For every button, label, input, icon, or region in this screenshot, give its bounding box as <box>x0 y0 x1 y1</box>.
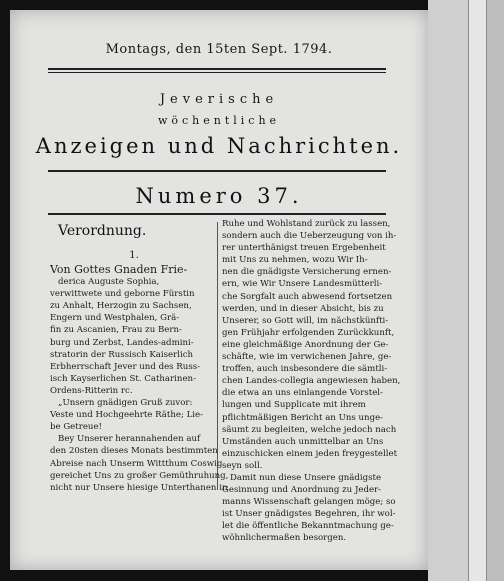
text-line: troffen, auch insbesondere die sämtli- <box>222 364 388 375</box>
section-number: 1. <box>129 250 139 261</box>
text-line: Umständen auch unmittelbar an Uns <box>222 436 384 447</box>
text-line: die etwa an uns einlangende Vorstel- <box>222 388 383 399</box>
rule-thick <box>48 170 386 172</box>
text-line: let die öffentliche Bekanntmachung ge- <box>222 521 394 532</box>
text-line: lungen und Supplicate mit ihrem <box>222 400 366 411</box>
text-line: Gesinnung und Anordnung zu Jeder- <box>222 485 382 496</box>
text-line: sondern auch die Ueberzeugung von ih- <box>222 231 397 242</box>
text-line: rer unterthänigst treuen Ergebenheit <box>222 243 386 254</box>
text-line: Engern und Westphalen, Grä- <box>50 313 180 324</box>
text-line: säumt zu begleiten, welche jedoch nach <box>222 424 397 435</box>
text-line: werden, und in dieser Absicht, bis zu <box>222 303 384 314</box>
text-line: eine gleichmäßige Anordnung der Ge- <box>222 339 389 350</box>
text-line: den 20sten dieses Monats bestimmten <box>50 446 218 457</box>
text-line: Veste und Hochgeehrte Räthe; Lie- <box>50 410 204 421</box>
rule-thick <box>48 68 386 70</box>
rule-thick <box>48 213 386 215</box>
text-line: mit Uns zu nehmen, wozu Wir Ih- <box>222 255 368 266</box>
text-line: chen Landes-collegia angewiesen haben, <box>222 376 401 387</box>
text-line: Ordens-Ritterin rc. <box>50 385 133 396</box>
text-line: derica Auguste Sophia, <box>58 277 160 288</box>
text-line: Abreise nach Unserm Wittthum Coswig <box>50 458 223 469</box>
text-line: „Unsern gnädigen Gruß zuvor: <box>58 398 193 409</box>
issue-number: Numero 37. <box>135 184 303 208</box>
text-line: Damit nun diese Unsere gnädigste <box>230 472 382 483</box>
text-line: nen die gnädigste Versicherung ernen- <box>222 267 392 278</box>
text-line: zu Anhalt, Herzogin zu Sachsen, <box>50 301 192 312</box>
text-line: Von Gottes Gnaden Frie- <box>50 263 188 276</box>
text-line: be Getreue! <box>50 422 102 433</box>
text-line: Ruhe und Wohlstand zurück zu lassen, <box>222 219 391 229</box>
text-line: wöhnlichermaßen besorgen. <box>222 533 347 544</box>
right-column <box>222 218 412 545</box>
text-line: ern, wie Wir Unsere Landesmütterli- <box>222 279 383 290</box>
text-line: gereichet Uns zu großer Gemüthruhung, <box>50 470 229 481</box>
text-line: seyn soll. <box>222 460 263 471</box>
text-line: schäfte, wie im verwichenen Jahre, ge- <box>222 352 392 363</box>
text-line: Erbherrschaft Jever und des Russ- <box>50 361 201 372</box>
rule-thin <box>48 72 386 73</box>
text-line: einzuschicken einem jeden freygestellet <box>222 448 398 459</box>
page-stack-edge <box>428 0 468 581</box>
text-line: burg und Zerbst, Landes-admini- <box>50 337 194 348</box>
dateline: Montags, den 15ten Sept. 1794. <box>105 42 333 57</box>
text-line: gen Frühjahr erfolgenden Zurückkunft, <box>222 327 395 338</box>
page-stack-edge <box>486 0 504 581</box>
masthead-title: Anzeigen und Nachrichten. <box>35 134 403 158</box>
text-line: isch Kayserlichen St. Catharinen- <box>50 373 196 384</box>
text-line: ist Unser gnädigstes Begehren, ihr wol- <box>222 509 396 520</box>
masthead-line-1: Jeverische <box>159 92 279 107</box>
text-line: Unserer, so Gott will, im nächstkünfti- <box>222 315 389 326</box>
text-line: pflichtmäßigen Bericht an Uns unge- <box>222 412 384 423</box>
text-line: nicht nur Unsere hiesige Unterthanen in <box>50 482 228 493</box>
masthead-line-2: wöchentliche <box>157 114 281 127</box>
page-stack-edge <box>468 0 486 581</box>
text-line: che Sorgfalt auch abwesend fortsetzen <box>222 291 393 302</box>
front-page <box>10 10 428 570</box>
text-line: stratorin der Russisch Kaiserlich <box>50 349 194 360</box>
text-line: Bey Unserer herannahenden auf <box>58 434 201 445</box>
left-column <box>50 220 229 494</box>
page-edge-line <box>486 0 487 581</box>
text-line: fin zu Ascanien, Frau zu Bern- <box>50 325 182 336</box>
text-line: verwittwete und geborne Fürstin <box>50 289 195 300</box>
section-heading: Verordnung. <box>58 223 147 239</box>
text-line: manns Wissenschaft gelangen möge; so <box>222 497 396 508</box>
page-edge-line <box>468 0 469 581</box>
